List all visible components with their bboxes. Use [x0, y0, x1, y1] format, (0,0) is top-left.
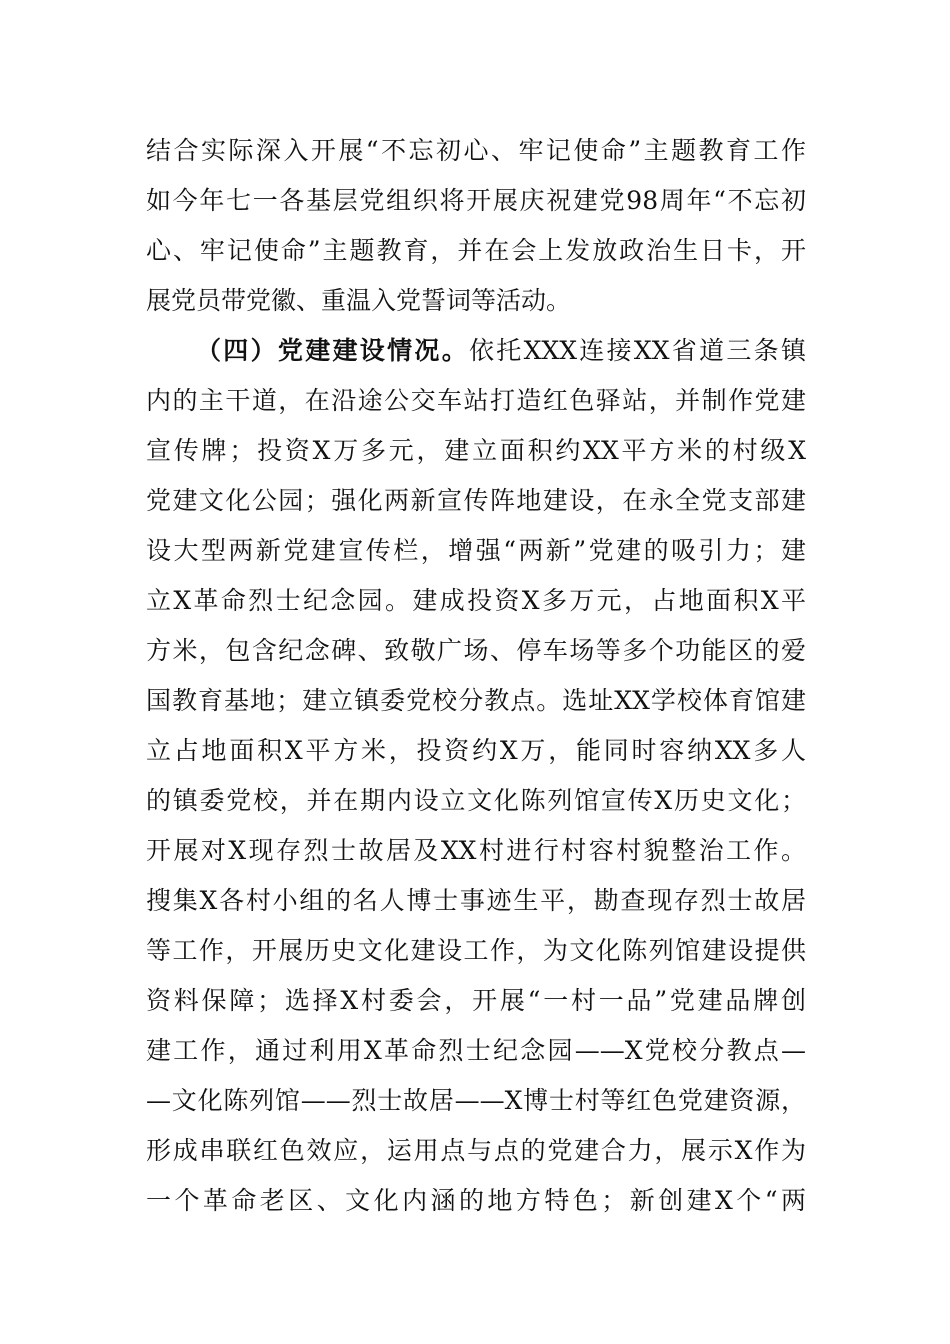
text-line: 宣传牌；投资X万多元，建立面积约XX平方米的村级X [146, 436, 806, 465]
text-line: 结合实际深入开展“不忘初心、牢记使命”主题教育工作 [146, 136, 806, 165]
text-line: 的镇委党校，并在期内设立文化陈列馆宣传X历史文化； [146, 786, 806, 815]
section-heading-line [196, 331, 806, 371]
text-line: 资料保障；选择X村委会，开展“一村一品”党建品牌创 [146, 986, 806, 1015]
text-line: 立X革命烈士纪念园。建成投资X多万元，占地面积X平 [146, 586, 806, 615]
text-line: 等工作，开展历史文化建设工作，为文化陈列馆建设提供 [146, 936, 806, 965]
text-line: 立占地面积X平方米，投资约X万，能同时容纳XX多人 [146, 736, 806, 765]
text-line: 搜集X各村小组的名人博士事迹生平，勘查现存烈士故居 [146, 886, 806, 915]
text-line: 党建文化公园；强化两新宣传阵地建设，在永全党支部建 [146, 486, 806, 515]
text-line: 展党员带党徽、重温入党誓词等活动。 [146, 286, 572, 315]
text-line: 建工作，通过利用X革命烈士纪念园——X党校分教点— [146, 1036, 806, 1065]
text-span: 依托XXX连接XX省道三条镇 [469, 336, 806, 365]
text-line: 如今年七一各基层党组织将开展庆祝建党98周年“不忘初 [146, 186, 806, 215]
text-line: 心、牢记使命”主题教育，并在会上发放政治生日卡，开 [146, 236, 806, 265]
text-line: 开展对X现存烈士故居及XX村进行村容村貌整治工作。 [146, 836, 806, 865]
text-line: 设大型两新党建宣传栏，增强“两新”党建的吸引力；建 [146, 536, 806, 565]
text-line: 一个革命老区、文化内涵的地方特色；新创建X个“两 [146, 1186, 806, 1215]
section-heading: （四）党建建设情况。 [196, 336, 469, 365]
text-line: 方米，包含纪念碑、致敬广场、停车场等多个功能区的爱 [146, 636, 806, 665]
text-line: 内的主干道，在沿途公交车站打造红色驿站，并制作党建 [146, 386, 806, 415]
text-line: 形成串联红色效应，运用点与点的党建合力，展示X作为 [146, 1136, 806, 1165]
text-line: 国教育基地；建立镇委党校分教点。选址XX学校体育馆建 [146, 686, 806, 715]
text-line: —文化陈列馆——烈士故居——X博士村等红色党建资源， [146, 1086, 806, 1115]
